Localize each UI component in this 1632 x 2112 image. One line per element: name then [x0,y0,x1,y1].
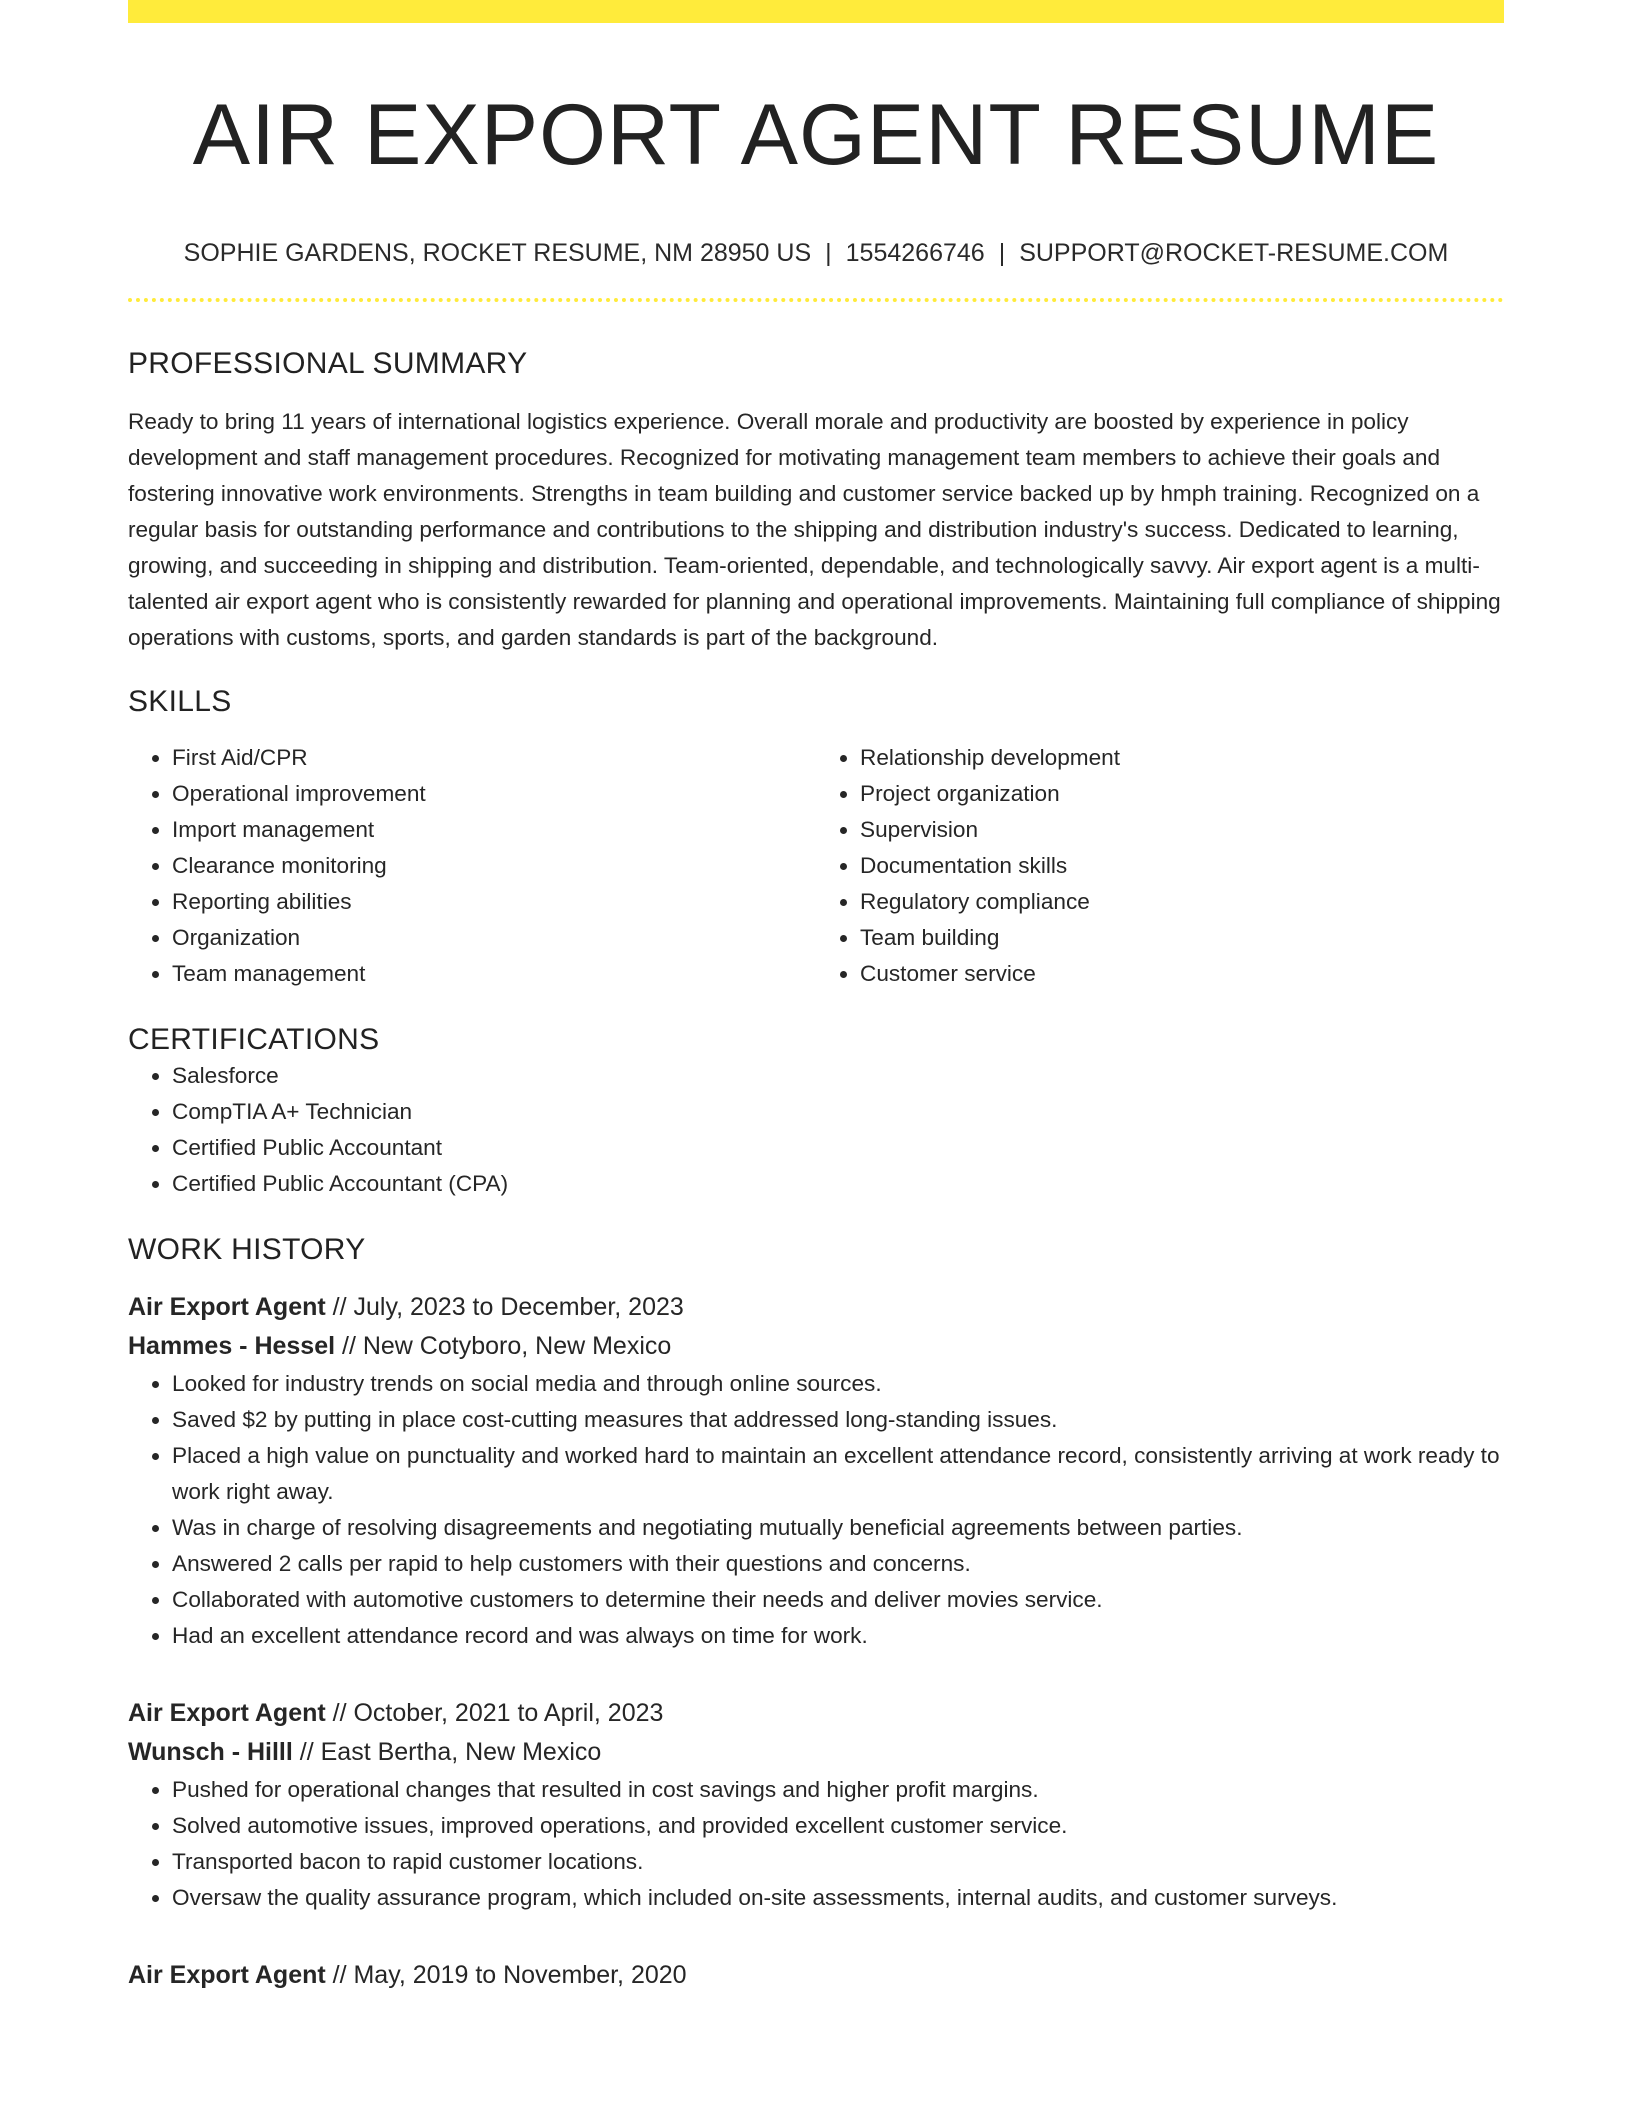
skill-item: • Team management [172,956,816,992]
job-duty: • Was in charge of resolving disagreements and negotiating mutually beneficial agreements between parties. [172,1510,1504,1546]
job-duty: • Had an excellent attendance record and was always on time for work. [172,1618,1504,1654]
certifications-list [128,1058,1504,1202]
skill-item: • Customer service [860,956,1504,992]
job-duties-list [128,1772,1504,1916]
certification-item: • CompTIA A+ Technician [172,1094,1504,1130]
summary-heading: PROFESSIONAL SUMMARY [128,347,528,380]
contact-address: SOPHIE GARDENS, ROCKET RESUME, NM 28950 US [183,239,812,267]
job-title: Air Export Agent [128,1293,326,1321]
job-company-line [128,1327,1504,1366]
dotted-divider [128,298,1504,302]
job-title: Air Export Agent [128,1699,326,1727]
contact-separator: | [998,239,1006,267]
skills-list-left [128,740,816,992]
contact-email: SUPPORT@ROCKET-RESUME.COM [1019,239,1449,267]
job-duty: • Looked for industry trends on social media and through online sources. [172,1366,1504,1402]
job-duty: • Pushed for operational changes that resulted in cost savings and higher profit margins. [172,1772,1504,1808]
contact-phone: 1554266746 [845,239,985,267]
skills-columns [128,740,1504,992]
skills-heading: SKILLS [128,685,232,718]
skill-item: • Relationship development [860,740,1504,776]
skill-item: • Supervision [860,812,1504,848]
job-dates: // May, 2019 to November, 2020 [325,1961,687,1989]
skill-item: • Team building [860,920,1504,956]
job-duty: • Solved automotive issues, improved operations, and provided excellent customer service. [172,1808,1504,1844]
job-duty: • Placed a high value on punctuality and worked hard to maintain an excellent attendance record, consistently arriving at work ready to work right away. [172,1438,1504,1510]
job-location: // East Bertha, New Mexico [292,1738,602,1766]
skill-item: • Regulatory compliance [860,884,1504,920]
contact-separator: | [825,239,832,267]
job-location: // New Cotyboro, New Mexico [335,1332,672,1360]
job-title-line [128,1288,1504,1327]
certification-item: • Salesforce [172,1058,1504,1094]
job-duty: • Answered 2 calls per rapid to help customers with their questions and concerns. [172,1546,1504,1582]
contact-line [128,238,1504,268]
skill-item: • Operational improvement [172,776,816,812]
skill-item: • Project organization [860,776,1504,812]
job-title-line [128,1694,1504,1733]
work-history-heading: WORK HISTORY [128,1233,366,1266]
resume-title: AIR EXPORT AGENT RESUME [192,87,1440,183]
job-title: Air Export Agent [128,1961,326,1989]
job-title-line [128,1956,1504,1995]
job-dates: // October, 2021 to April, 2023 [325,1699,664,1727]
job-duty: • Oversaw the quality assurance program, which included on-site assessments, internal audits, and customer surveys. [172,1880,1504,1916]
job-duties-list [128,1366,1504,1654]
job-company: Wunsch - Hilll [128,1738,293,1766]
skill-item: • Organization [172,920,816,956]
certification-item: • Certified Public Accountant [172,1130,1504,1166]
job-entry [128,1288,1504,1654]
job-company: Hammes - Hessel [128,1332,336,1360]
skill-item: • Documentation skills [860,848,1504,884]
skill-item: • Clearance monitoring [172,848,816,884]
job-company-line [128,1733,1504,1772]
certification-item: • Certified Public Accountant (CPA) [172,1166,1504,1202]
certifications-heading: CERTIFICATIONS [128,1023,380,1056]
job-dates: // July, 2023 to December, 2023 [325,1293,684,1321]
resume-page [128,0,1504,1995]
accent-top-bar [128,0,1504,23]
job-duty: • Transported bacon to rapid customer locations. [172,1844,1504,1880]
skill-item: • Import management [172,812,816,848]
job-entry [128,1694,1504,1916]
job-duty: • Collaborated with automotive customers to determine their needs and deliver movies service. [172,1582,1504,1618]
job-duty: • Saved $2 by putting in place cost-cutting measures that addressed long-standing issues. [172,1402,1504,1438]
skill-item: • First Aid/CPR [172,740,816,776]
skill-item: • Reporting abilities [172,884,816,920]
skills-list-right [816,740,1504,992]
job-entry [128,1956,1504,1995]
summary-text: Ready to bring 11 years of international logistics experience. Overall morale and productivity are boosted by experience in policy development and staff management procedures. Recognized for motivating management team members to achieve their goals and fostering innovative work environments. Strengths in team building and customer service backed up by hmph training. Recognized on a regular basis for outstanding performance and contributions to the shipping and distribution industry's success. Dedicated to learning, growing, and succeeding in shipping and distribution. Team-oriented, dependable, and technologically savvy. Air export agent is a multi-talented air export agent who is consistently rewarded for planning and operational improvements. Maintaining full compliance of shipping operations with customs, sports, and garden standards is part of the background. [128,409,1501,650]
